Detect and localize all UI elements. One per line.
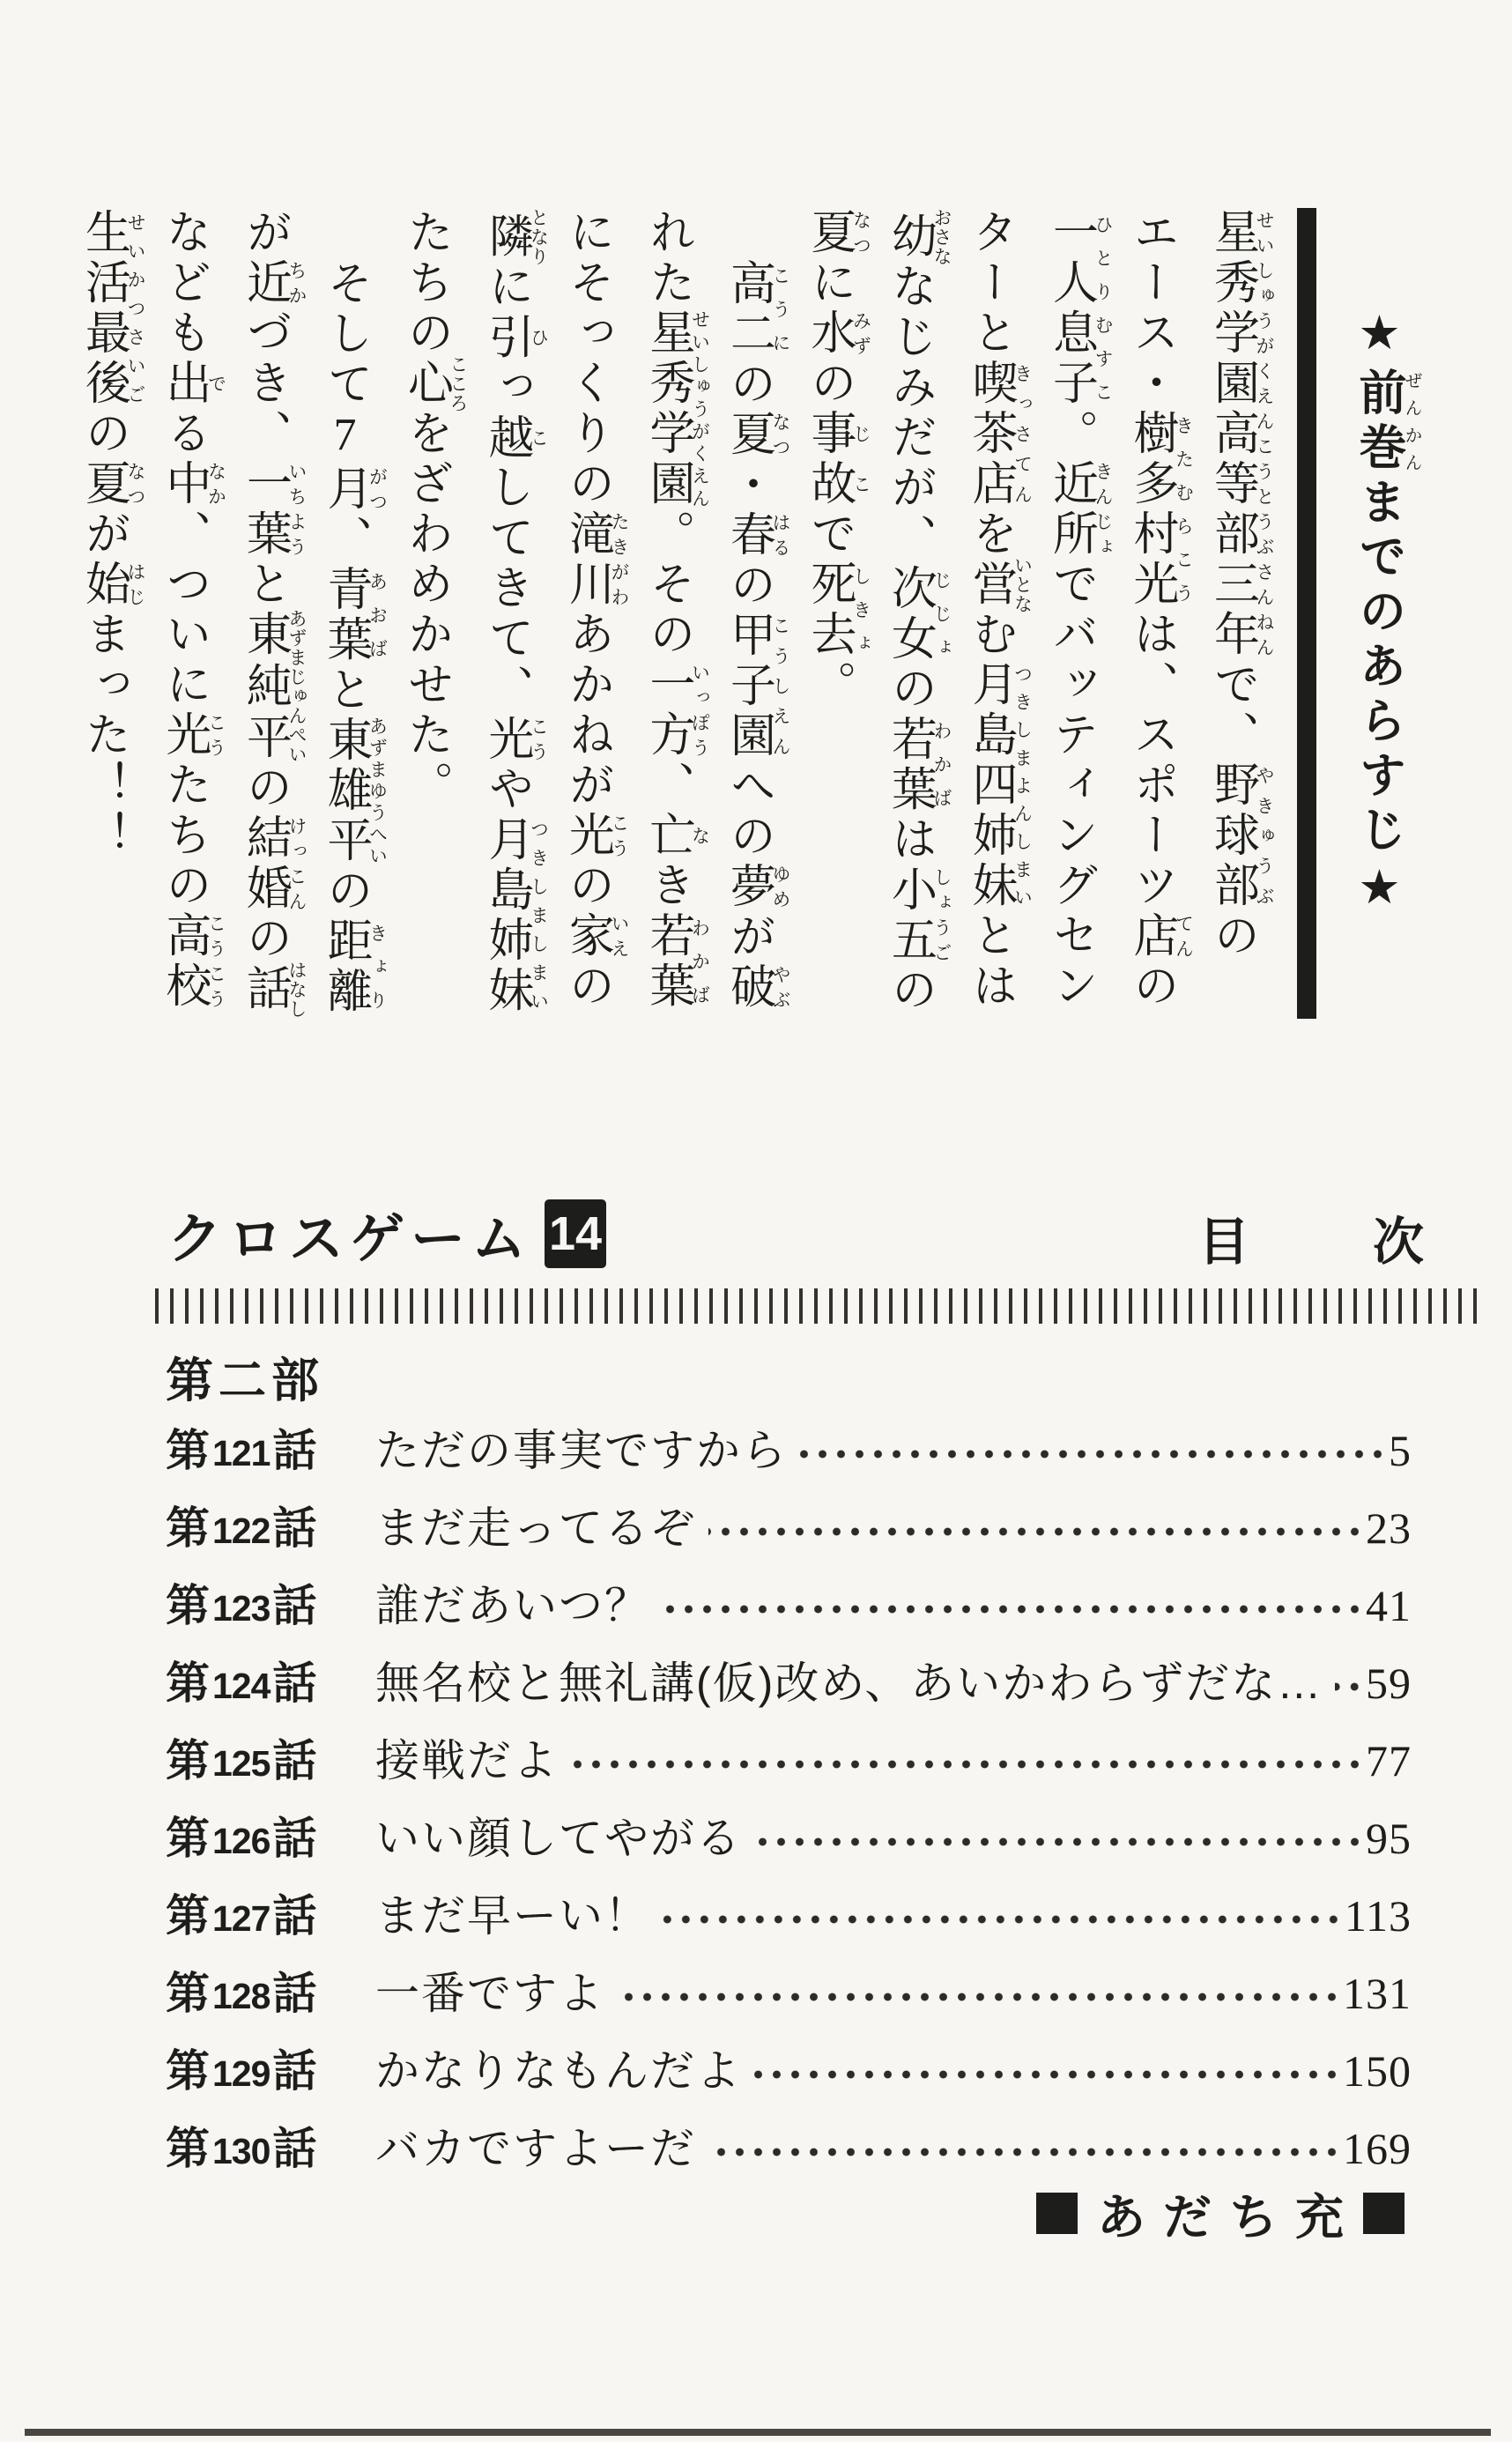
- author-name: あだち充: [1096, 2189, 1361, 2245]
- synopsis-section: [65, 208, 1421, 1019]
- chapter-title: ただの事実ですから: [375, 1426, 788, 1475]
- chapter-label: 第 129 話: [166, 2046, 317, 2096]
- tick-divider: [155, 1288, 1487, 1324]
- toc-row: [166, 1415, 1412, 1493]
- page-number: 5: [1389, 1426, 1412, 1475]
- chapter-label: 第 124 話: [166, 1659, 317, 1708]
- dot-leader: [663, 1604, 1364, 1614]
- chapter-label: 第 128 話: [166, 1969, 317, 2018]
- dot-leader: [571, 1759, 1364, 1770]
- author-square-right-icon: [1363, 2193, 1405, 2234]
- dot-leader: [708, 1526, 1364, 1537]
- chapter-title: 誰だあいつ？: [375, 1581, 650, 1630]
- synopsis-column: 一人息子ひとりむすこ。近所きんじょでバッティングセン: [1045, 208, 1114, 1012]
- synopsis-column: 星秀学園高等部せいしゅうがくえんこうとうぶ三年さんねんで、野球部やきゅうぶの: [1206, 208, 1275, 961]
- dot-leader: [754, 1837, 1364, 1847]
- chapter-title: 一番ですよ: [375, 1969, 604, 2018]
- synopsis-column: たちの心こころをざわめかせた。: [400, 208, 469, 811]
- synopsis-column: が近ちかづき、一葉いちようと東純平あずまじゅんぺいの結婚けっこんの話はなし: [239, 208, 308, 1019]
- synopsis-column: なども出でる中なか、ついに光こうたちの高校こうこう: [159, 208, 227, 1012]
- page-number: 150: [1343, 2046, 1412, 2096]
- author-square-left-icon: [1036, 2193, 1078, 2234]
- toc-list: [166, 1415, 1412, 2191]
- synopsis-column: 高二こうにの夏なつ・春はるの甲子園こうしえんへの夢ゆめが破やぶ: [723, 259, 791, 1013]
- page-number: 77: [1366, 1736, 1412, 1785]
- synopsis-column: 幼おさななじみだが、次女じじょの若葉わかばは小五しょうごの: [884, 208, 952, 1016]
- bottom-rule: [25, 2429, 1491, 2436]
- series-title: [167, 1197, 606, 1271]
- synopsis-column: にそっくりの滝川たきがわあかねが光こうの家いえの: [561, 208, 630, 1012]
- synopsis-column: 生活最後せいかつさいごの夏なつが始はじまった！！: [78, 208, 146, 861]
- toc-row: [166, 2036, 1412, 2113]
- chapter-title: かなりなもんだよ: [375, 2046, 742, 2096]
- series-title-text: クロスゲーム: [167, 1208, 533, 1270]
- page-number: 59: [1366, 1659, 1412, 1708]
- toc-row: [166, 1803, 1412, 1881]
- chapter-title: 無名校と無礼講(仮)改め、あいかわらずだな…: [375, 1659, 1323, 1708]
- contents-label: [1198, 1200, 1424, 1274]
- chapter-label: 第 130 話: [166, 2124, 317, 2173]
- chapter-label: 第 123 話: [166, 1581, 317, 1630]
- page-number: 23: [1366, 1503, 1412, 1553]
- contents-label-char-1: 目: [1197, 1214, 1249, 1271]
- chapter-label: 第 121 話: [166, 1426, 317, 1475]
- author-credit: [1036, 2187, 1405, 2245]
- chapter-label: 第 126 話: [166, 1814, 317, 1863]
- chapter-title: まだ走ってるぞ: [375, 1503, 696, 1553]
- page-number: 95: [1366, 1814, 1412, 1863]
- synopsis-column: 夏なつに水みずの事故じこで死去しきょ。: [804, 208, 872, 710]
- dot-leader: [800, 1449, 1387, 1459]
- toc-row: [166, 1726, 1412, 1803]
- chapter-title: いい顔してやがる: [375, 1814, 742, 1863]
- dot-leader: [663, 1914, 1343, 1925]
- chapter-title: 接戦だよ: [375, 1736, 559, 1785]
- chapter-title: バカですよーだ: [375, 2124, 696, 2173]
- synopsis-heading: ★前巻ぜんかんまでのあらすじ★: [1353, 305, 1421, 922]
- page-number: 131: [1343, 1969, 1412, 2018]
- toc-row: [166, 1648, 1412, 1726]
- toc-row: [166, 1958, 1412, 2036]
- volume-badge: 14: [545, 1199, 606, 1268]
- toc-row: [166, 1493, 1412, 1570]
- toc-row: [166, 1570, 1412, 1648]
- chapter-label: 第 122 話: [166, 1503, 317, 1553]
- synopsis-column: 隣となりに引ひっ越こしてきて、光こうや月島姉妹つきしましまい: [481, 208, 550, 1016]
- synopsis-divider-bar: [1297, 208, 1316, 1019]
- chapter-title: まだ早ーい！: [375, 1891, 650, 1941]
- part-label: 第二部: [166, 1355, 324, 1407]
- dot-leader: [754, 2069, 1341, 2080]
- synopsis-column: エース・樹多村光きたむらこうは、スポーツ店てんの: [1126, 208, 1195, 1012]
- page-number: 169: [1343, 2124, 1412, 2173]
- dot-leader: [617, 1992, 1341, 2002]
- dot-leader: [1335, 1681, 1364, 1692]
- chapter-label: 第 125 話: [166, 1736, 317, 1785]
- toc-row: [166, 1881, 1412, 1958]
- synopsis-column: そして7月がつ、青葉あおばと東雄平あずまゆうへいの距離きょり: [320, 259, 389, 1017]
- synopsis-column: ターと喫茶店きっさてんを営いとなむ月島四姉妹つきしまよんしまいとは: [965, 208, 1034, 1012]
- synopsis-column: れた星秀学園せいしゅうがくえん。その一方いっぽう、亡なき若葉わかば: [642, 208, 711, 1012]
- contents-label-char-2: 次: [1372, 1214, 1424, 1271]
- page-number: 113: [1344, 1891, 1412, 1941]
- chapter-label: 第 127 話: [166, 1891, 317, 1941]
- dot-leader: [708, 2147, 1341, 2157]
- page-number: 41: [1366, 1581, 1412, 1630]
